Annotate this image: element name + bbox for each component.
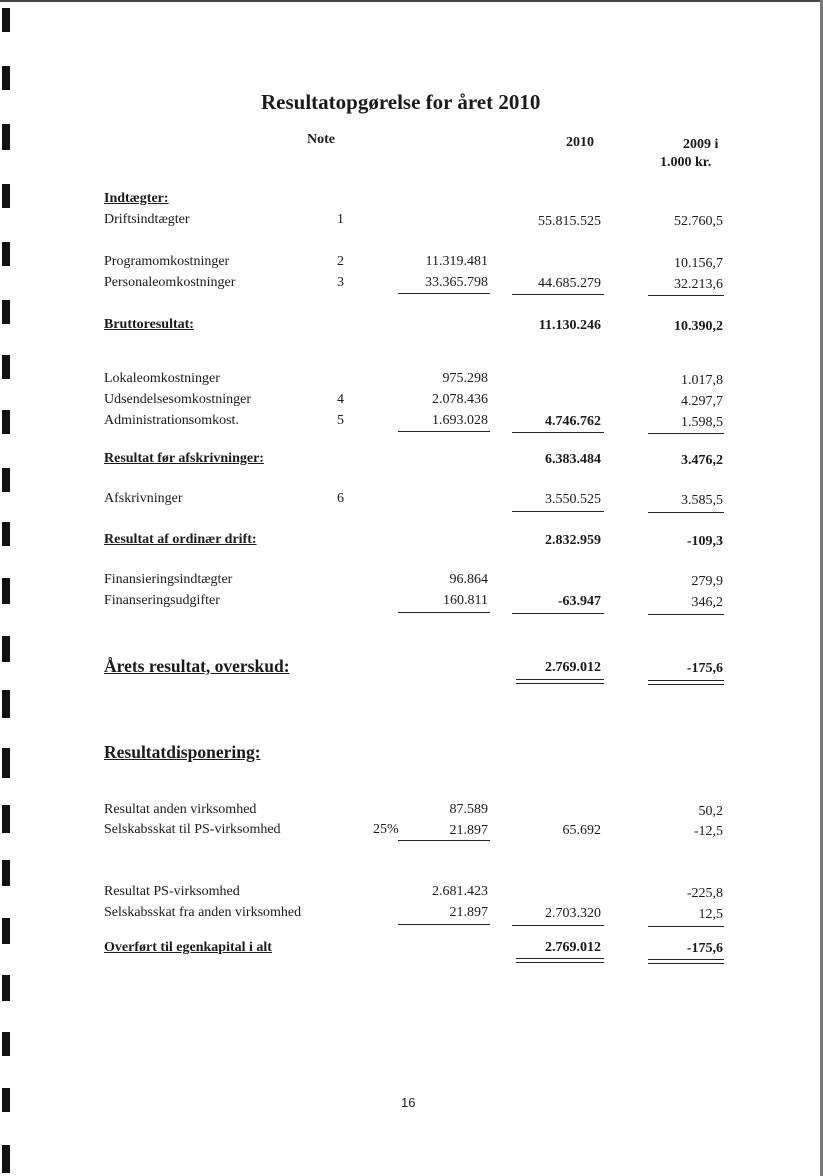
row-value-2009: 12,5 <box>698 907 723 922</box>
sum-rule <box>512 925 604 926</box>
row-value-2009: 346,2 <box>691 595 723 610</box>
row-subvalue: 2.681.423 <box>432 884 488 899</box>
sum-rule <box>512 432 604 433</box>
row-subvalue: 87.589 <box>449 802 488 817</box>
row-value-2010: 65.692 <box>562 823 601 838</box>
row-subvalue: 160.811 <box>443 593 488 608</box>
double-rule <box>648 684 724 685</box>
sum-rule <box>648 614 724 615</box>
row-label: Programomkostninger <box>104 254 230 269</box>
row-value-2009: -12,5 <box>693 824 723 839</box>
sum-rule <box>512 511 604 512</box>
double-rule <box>516 683 604 684</box>
row-label: Lokaleomkostninger <box>104 371 220 386</box>
row-label: Selskabsskat til PS-virksomhed <box>104 822 281 837</box>
row-label: Driftsindtægter <box>104 212 190 227</box>
row-subvalue: 1.693.028 <box>432 413 488 428</box>
row-value-2009: 10.156,7 <box>674 256 723 271</box>
section-bruttoresultat: Bruttoresultat: <box>104 317 194 332</box>
row-label: Administrationsomkost. <box>104 413 239 428</box>
row-value-2009: 1.598,5 <box>681 415 723 430</box>
section-aarets-resultat: Årets resultat, overskud: <box>104 656 290 676</box>
row-value-2009: 1.017,8 <box>681 373 723 388</box>
row-subvalue: 21.897 <box>449 823 488 838</box>
row-value-2009: 50,2 <box>698 804 723 819</box>
double-rule <box>648 680 724 681</box>
row-note: 6 <box>337 491 344 506</box>
row-label: Resultat PS-virksomhed <box>104 884 240 899</box>
row-value-2010: 2.832.959 <box>545 533 601 548</box>
row-label: Finanseringsudgifter <box>104 593 220 608</box>
double-rule <box>648 963 724 964</box>
row-value-2010: 55.815.525 <box>538 214 601 229</box>
sum-rule <box>398 840 490 841</box>
row-value-2009: 279,9 <box>691 574 723 589</box>
row-subvalue: 975.298 <box>442 371 488 386</box>
double-rule <box>516 962 604 963</box>
row-value-2010: 6.383.484 <box>545 452 601 467</box>
note-header: Note <box>307 132 335 147</box>
section-indtaegter: Indtægter: <box>104 191 169 206</box>
row-value-2010: 2.769.012 <box>545 940 601 955</box>
row-note: 1 <box>337 212 344 227</box>
year-2009-header: 2009 i <box>683 137 719 152</box>
sum-rule <box>398 924 490 925</box>
double-rule <box>516 958 604 959</box>
double-rule <box>648 959 724 960</box>
year-2010-header: 2010 <box>566 135 594 150</box>
row-label: Personaleomkostninger <box>104 275 236 290</box>
row-value-2009: 4.297,7 <box>681 394 723 409</box>
row-label: Afskrivninger <box>104 491 183 506</box>
sum-rule <box>648 926 724 927</box>
row-value-2009: -225,8 <box>686 886 723 901</box>
row-subvalue: 21.897 <box>449 905 488 920</box>
row-value-2010: 2.703.320 <box>545 906 601 921</box>
row-value-2009: 10.390,2 <box>674 319 723 334</box>
tax-rate: 25% <box>373 822 399 837</box>
sum-rule <box>648 433 724 434</box>
unit-header: 1.000 kr. <box>660 155 712 170</box>
row-value-2009: 3.585,5 <box>681 493 723 508</box>
page-title: Resultatopgørelse for året 2010 <box>261 90 541 114</box>
sum-rule <box>648 512 724 513</box>
sum-rule <box>398 293 490 294</box>
row-value-2010: 2.769.012 <box>545 660 601 675</box>
row-label: Finansieringsindtægter <box>104 572 233 587</box>
row-note: 3 <box>337 275 344 290</box>
sum-rule <box>398 431 490 432</box>
binder-holes <box>0 0 16 1176</box>
row-note: 2 <box>337 254 344 269</box>
row-value-2010: 3.550.525 <box>545 492 601 507</box>
double-rule <box>516 679 604 680</box>
section-resultatdisponering: Resultatdisponering: <box>104 742 261 762</box>
row-subvalue: 96.864 <box>449 572 488 587</box>
row-subvalue: 11.319.481 <box>425 254 488 269</box>
row-subvalue: 2.078.436 <box>432 392 488 407</box>
row-note: 4 <box>337 392 344 407</box>
sum-rule <box>398 612 490 613</box>
sum-rule <box>512 613 604 614</box>
row-value-2009: -175,6 <box>686 941 723 956</box>
row-value-2010: 4.746.762 <box>545 414 601 429</box>
row-value-2009: -175,6 <box>686 661 723 676</box>
row-value-2009: 52.760,5 <box>674 214 723 229</box>
row-note: 5 <box>337 413 344 428</box>
sum-rule <box>512 294 604 295</box>
page-number: 16 <box>401 1095 416 1110</box>
row-value-2010: 44.685.279 <box>538 276 601 291</box>
row-label: Udsendelsesomkostninger <box>104 392 251 407</box>
row-label: Selskabsskat fra anden virksomhed <box>104 905 302 920</box>
row-subvalue: 33.365.798 <box>425 275 488 290</box>
row-value-2009: 3.476,2 <box>681 453 723 468</box>
section-resultat-ordinaer-drift: Resultat af ordinær drift: <box>104 532 257 547</box>
row-value-2009: 32.213,6 <box>674 277 723 292</box>
row-label: Resultat anden virksomhed <box>104 802 257 817</box>
row-value-2010: 11.130.246 <box>538 318 601 333</box>
page-top-edge <box>0 0 823 2</box>
section-resultat-foer-afskrivninger: Resultat før afskrivninger: <box>104 451 264 466</box>
sum-rule <box>648 295 724 296</box>
section-overfoert: Overført til egenkapital i alt <box>104 940 272 955</box>
row-value-2009: -109,3 <box>686 534 723 549</box>
row-value-2010: -63.947 <box>557 594 601 609</box>
